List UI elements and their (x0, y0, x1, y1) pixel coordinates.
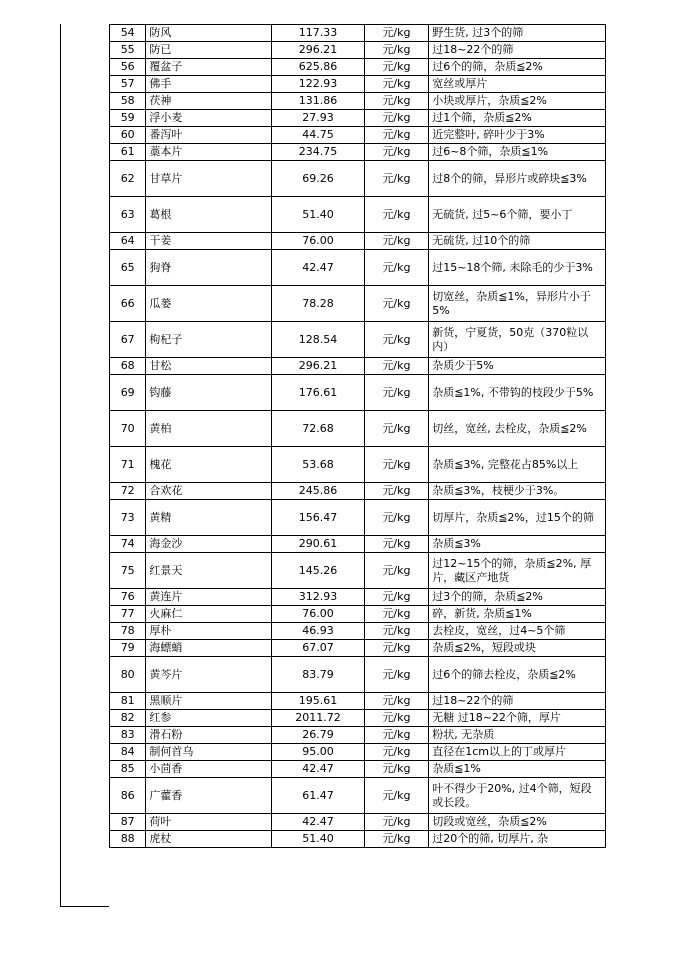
row-number: 72 (110, 483, 146, 500)
price-unit: 元/kg (364, 42, 428, 59)
table-row (110, 623, 606, 640)
price-unit: 元/kg (364, 161, 428, 197)
row-number: 81 (110, 693, 146, 710)
table-row (110, 127, 606, 144)
price-value: 76.00 (272, 606, 365, 623)
herb-name: 红景天 (146, 553, 272, 589)
row-number: 61 (110, 144, 146, 161)
herb-name: 黄连片 (146, 589, 272, 606)
row-number: 59 (110, 110, 146, 127)
table-row (110, 814, 606, 831)
quality-remark: 过6个的筛，杂质≦2% (429, 59, 606, 76)
price-table-body (110, 25, 606, 848)
herb-name: 干姜 (146, 233, 272, 250)
quality-remark: 无硫货, 过5~6个筛，要小丁 (429, 197, 606, 233)
quality-remark: 叶不得少于20%, 过4个筛，短段或长段。 (429, 778, 606, 814)
herb-name: 海螵蛸 (146, 640, 272, 657)
table-row (110, 640, 606, 657)
table-row (110, 589, 606, 606)
herb-name: 甘松 (146, 358, 272, 375)
herb-name: 浮小麦 (146, 110, 272, 127)
herb-name: 钩藤 (146, 375, 272, 411)
table-row (110, 744, 606, 761)
price-unit: 元/kg (364, 93, 428, 110)
herb-name: 覆盆子 (146, 59, 272, 76)
price-unit: 元/kg (364, 831, 428, 848)
price-value: 2011.72 (272, 710, 365, 727)
row-number: 56 (110, 59, 146, 76)
row-number: 82 (110, 710, 146, 727)
quality-remark: 杂质≦3%，枝梗少于3%。 (429, 483, 606, 500)
herb-name: 厚朴 (146, 623, 272, 640)
price-value: 296.21 (272, 42, 365, 59)
herb-name: 狗脊 (146, 250, 272, 286)
quality-remark: 切宽丝，杂质≦1%，异形片小于5% (429, 286, 606, 322)
quality-remark: 过8个的筛，异形片或碎块≦3% (429, 161, 606, 197)
table-row (110, 59, 606, 76)
quality-remark: 无硫货, 过10个的筛 (429, 233, 606, 250)
price-value: 296.21 (272, 358, 365, 375)
row-number: 62 (110, 161, 146, 197)
price-unit: 元/kg (364, 127, 428, 144)
row-number: 63 (110, 197, 146, 233)
herb-name: 滑石粉 (146, 727, 272, 744)
table-row (110, 553, 606, 589)
herb-name: 制何首乌 (146, 744, 272, 761)
price-value: 72.68 (272, 411, 365, 447)
price-unit: 元/kg (364, 76, 428, 93)
herb-name: 荷叶 (146, 814, 272, 831)
price-value: 27.93 (272, 110, 365, 127)
quality-remark: 无糖 过18~22个筛，厚片 (429, 710, 606, 727)
table-row (110, 831, 606, 848)
row-number: 80 (110, 657, 146, 693)
row-number: 70 (110, 411, 146, 447)
price-unit: 元/kg (364, 375, 428, 411)
table-row (110, 710, 606, 727)
price-unit: 元/kg (364, 693, 428, 710)
herb-name: 广藿香 (146, 778, 272, 814)
herb-name: 虎杖 (146, 831, 272, 848)
row-number: 74 (110, 536, 146, 553)
price-value: 42.47 (272, 814, 365, 831)
row-number: 87 (110, 814, 146, 831)
herb-name: 黄芩片 (146, 657, 272, 693)
row-number: 83 (110, 727, 146, 744)
price-value: 625.86 (272, 59, 365, 76)
price-value: 131.86 (272, 93, 365, 110)
table-row (110, 93, 606, 110)
price-unit: 元/kg (364, 761, 428, 778)
price-unit: 元/kg (364, 606, 428, 623)
price-value: 42.47 (272, 250, 365, 286)
price-value: 51.40 (272, 831, 365, 848)
herb-name: 藁本片 (146, 144, 272, 161)
price-unit: 元/kg (364, 411, 428, 447)
price-value: 42.47 (272, 761, 365, 778)
table-row (110, 42, 606, 59)
quality-remark: 过6~8个筛，杂质≦1% (429, 144, 606, 161)
table-row (110, 447, 606, 483)
row-number: 76 (110, 589, 146, 606)
price-value: 245.86 (272, 483, 365, 500)
price-value: 117.33 (272, 25, 365, 42)
quality-remark: 碎，新货, 杂质≦1% (429, 606, 606, 623)
table-row (110, 500, 606, 536)
outer-border-bottom (60, 906, 109, 907)
table-row (110, 483, 606, 500)
price-unit: 元/kg (364, 814, 428, 831)
price-unit: 元/kg (364, 778, 428, 814)
table-row (110, 727, 606, 744)
price-unit: 元/kg (364, 358, 428, 375)
price-value: 83.79 (272, 657, 365, 693)
price-value: 51.40 (272, 197, 365, 233)
herb-name: 甘草片 (146, 161, 272, 197)
price-value: 69.26 (272, 161, 365, 197)
quality-remark: 过3个的筛，杂质≦2% (429, 589, 606, 606)
price-unit: 元/kg (364, 59, 428, 76)
herb-name: 防已 (146, 42, 272, 59)
table-row (110, 375, 606, 411)
price-unit: 元/kg (364, 640, 428, 657)
row-number: 79 (110, 640, 146, 657)
quality-remark: 过6个的筛去栓皮，杂质≦2% (429, 657, 606, 693)
table-row (110, 657, 606, 693)
price-value: 290.61 (272, 536, 365, 553)
table-row (110, 778, 606, 814)
quality-remark: 粉状, 无杂质 (429, 727, 606, 744)
quality-remark: 新货，宁夏货，50克（370粒以内） (429, 322, 606, 358)
table-row (110, 286, 606, 322)
quality-remark: 切丝，宽丝, 去栓皮，杂质≦2% (429, 411, 606, 447)
price-value: 122.93 (272, 76, 365, 93)
herb-name: 佛手 (146, 76, 272, 93)
row-number: 69 (110, 375, 146, 411)
table-row (110, 761, 606, 778)
row-number: 88 (110, 831, 146, 848)
outer-border-left (60, 24, 61, 906)
quality-remark: 过1个筛，杂质≦2% (429, 110, 606, 127)
row-number: 67 (110, 322, 146, 358)
herb-name: 枸杞子 (146, 322, 272, 358)
price-unit: 元/kg (364, 233, 428, 250)
price-unit: 元/kg (364, 623, 428, 640)
price-unit: 元/kg (364, 322, 428, 358)
quality-remark: 杂质≦1% (429, 761, 606, 778)
price-value: 76.00 (272, 233, 365, 250)
price-value: 95.00 (272, 744, 365, 761)
price-table (109, 24, 606, 848)
price-unit: 元/kg (364, 553, 428, 589)
row-number: 64 (110, 233, 146, 250)
price-value: 234.75 (272, 144, 365, 161)
row-number: 55 (110, 42, 146, 59)
row-number: 86 (110, 778, 146, 814)
table-row (110, 322, 606, 358)
quality-remark: 宽丝或厚片 (429, 76, 606, 93)
price-value: 145.26 (272, 553, 365, 589)
row-number: 58 (110, 93, 146, 110)
table-row (110, 25, 606, 42)
row-number: 85 (110, 761, 146, 778)
price-unit: 元/kg (364, 589, 428, 606)
herb-name: 黄精 (146, 500, 272, 536)
price-unit: 元/kg (364, 727, 428, 744)
herb-name: 黄柏 (146, 411, 272, 447)
price-unit: 元/kg (364, 500, 428, 536)
table-row (110, 144, 606, 161)
price-value: 46.93 (272, 623, 365, 640)
quality-remark: 切厚片，杂质≦2%，过15个的筛 (429, 500, 606, 536)
herb-name: 茯神 (146, 93, 272, 110)
row-number: 57 (110, 76, 146, 93)
quality-remark: 杂质≦3% (429, 536, 606, 553)
table-row (110, 693, 606, 710)
herb-name: 小茴香 (146, 761, 272, 778)
row-number: 77 (110, 606, 146, 623)
quality-remark: 切段或宽丝，杂质≦2% (429, 814, 606, 831)
row-number: 65 (110, 250, 146, 286)
price-unit: 元/kg (364, 286, 428, 322)
row-number: 73 (110, 500, 146, 536)
herb-name: 黑顺片 (146, 693, 272, 710)
table-row (110, 250, 606, 286)
herb-name: 番泻叶 (146, 127, 272, 144)
herb-name: 防风 (146, 25, 272, 42)
row-number: 66 (110, 286, 146, 322)
table-row (110, 233, 606, 250)
price-unit: 元/kg (364, 447, 428, 483)
quality-remark: 去栓皮，宽丝，过4~5个筛 (429, 623, 606, 640)
price-value: 53.68 (272, 447, 365, 483)
price-value: 44.75 (272, 127, 365, 144)
row-number: 54 (110, 25, 146, 42)
price-unit: 元/kg (364, 110, 428, 127)
herb-name: 瓜蒌 (146, 286, 272, 322)
price-unit: 元/kg (364, 710, 428, 727)
quality-remark: 过18~22个的筛 (429, 693, 606, 710)
quality-remark: 过12~15个的筛，杂质≦2%, 厚片，藏区产地货 (429, 553, 606, 589)
price-value: 195.61 (272, 693, 365, 710)
quality-remark: 野生货, 过3个的筛 (429, 25, 606, 42)
table-row (110, 411, 606, 447)
price-unit: 元/kg (364, 483, 428, 500)
row-number: 84 (110, 744, 146, 761)
quality-remark: 过18~22个的筛 (429, 42, 606, 59)
price-unit: 元/kg (364, 536, 428, 553)
quality-remark: 直径在1cm以上的丁或厚片 (429, 744, 606, 761)
row-number: 78 (110, 623, 146, 640)
herb-name: 合欢花 (146, 483, 272, 500)
table-row (110, 161, 606, 197)
table-row (110, 197, 606, 233)
quality-remark: 小块或厚片，杂质≦2% (429, 93, 606, 110)
quality-remark: 杂质≦3%, 完整花占85%以上 (429, 447, 606, 483)
herb-name: 海金沙 (146, 536, 272, 553)
row-number: 68 (110, 358, 146, 375)
quality-remark: 过20个的筛, 切厚片, 杂 (429, 831, 606, 848)
row-number: 71 (110, 447, 146, 483)
row-number: 60 (110, 127, 146, 144)
table-row (110, 536, 606, 553)
herb-name: 槐花 (146, 447, 272, 483)
table-row (110, 110, 606, 127)
price-value: 26.79 (272, 727, 365, 744)
price-unit: 元/kg (364, 250, 428, 286)
table-row (110, 358, 606, 375)
quality-remark: 近完整叶, 碎叶少于3% (429, 127, 606, 144)
quality-remark: 杂质≦1%, 不带钩的枝段少于5% (429, 375, 606, 411)
herb-name: 火麻仁 (146, 606, 272, 623)
price-unit: 元/kg (364, 197, 428, 233)
price-value: 156.47 (272, 500, 365, 536)
price-unit: 元/kg (364, 657, 428, 693)
price-value: 61.47 (272, 778, 365, 814)
price-value: 78.28 (272, 286, 365, 322)
herb-name: 葛根 (146, 197, 272, 233)
price-unit: 元/kg (364, 144, 428, 161)
table-row (110, 606, 606, 623)
price-unit: 元/kg (364, 744, 428, 761)
quality-remark: 杂质≦2%，短段或块 (429, 640, 606, 657)
quality-remark: 杂质少于5% (429, 358, 606, 375)
price-value: 128.54 (272, 322, 365, 358)
price-value: 67.07 (272, 640, 365, 657)
price-value: 176.61 (272, 375, 365, 411)
price-value: 312.93 (272, 589, 365, 606)
quality-remark: 过15~18个筛, 未除毛的少于3% (429, 250, 606, 286)
herb-name: 红参 (146, 710, 272, 727)
table-row (110, 76, 606, 93)
price-unit: 元/kg (364, 25, 428, 42)
row-number: 75 (110, 553, 146, 589)
